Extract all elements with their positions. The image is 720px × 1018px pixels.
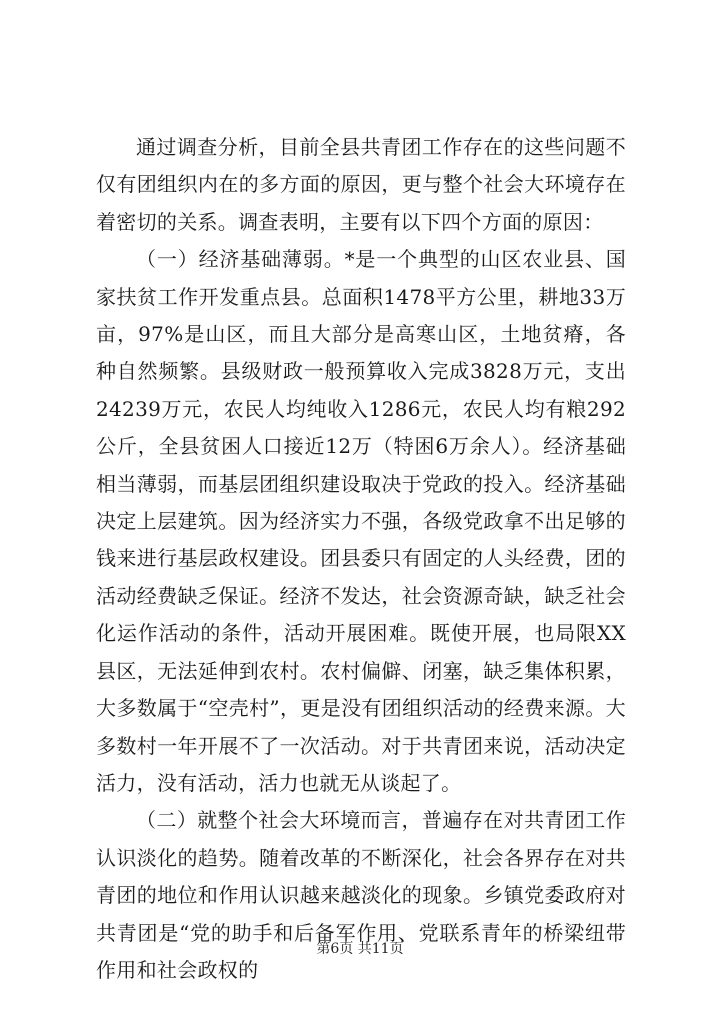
paragraph-section-1: （一）经济基础薄弱。*是一个典型的山区农业县、国家扶贫工作开发重点县。总面积1478平方公里，耕地33万亩，97%是山区，而且大部分是高寒山区，土地贫瘠，各种自然频繁。县级财政一般预算收入完成3828万元，支出24239万元，农民人均纯收入1286元，农民人均有粮292公斤，全县贫困人口接近12万（特困6万余人）。经济基础相当薄弱，而基层团组织建设取决于党政的投入。经济基础决定上层建筑。因为经济实力不强，各级党政拿不出足够的钱来进行基层政权建设。团县委只有固定的人头经费，团的活动经费缺乏保证。经济不发达，社会资源奇缺，缺乏社会化运作活动的条件，活动开展困难。既使开展，也局限XX县区，无法延伸到农村。农村偏僻、闭塞，缺乏集体积累，大多数属于“空壳村”，更是没有团组织活动的经费来源。大多数村一年开展不了一次活动。对于共青团来说，活动决定活力，没有活动，活力也就无从谈起了。 [96, 247, 626, 795]
document-body [96, 129, 626, 989]
page-footer: 第6页 共11页 [316, 941, 404, 957]
paragraph-intro: 通过调查分析，目前全县共青团工作存在的这些问题不仅有团组织内在的多方面的原因，更与整个社会大环境存在着密切的关系。调查表明，主要有以下四个方面的原因： [96, 135, 626, 234]
paragraph-section-2: （二）就整个社会大环境而言，普遍存在对共青团工作认识淡化的趋势。随着改革的不断深化，社会各界存在对共青团的地位和作用认识越来越淡化的现象。乡镇党委政府对共青团是“党的助手和后备军作用、党联系青年的桥梁纽带作用和社会政权的 [96, 808, 626, 982]
